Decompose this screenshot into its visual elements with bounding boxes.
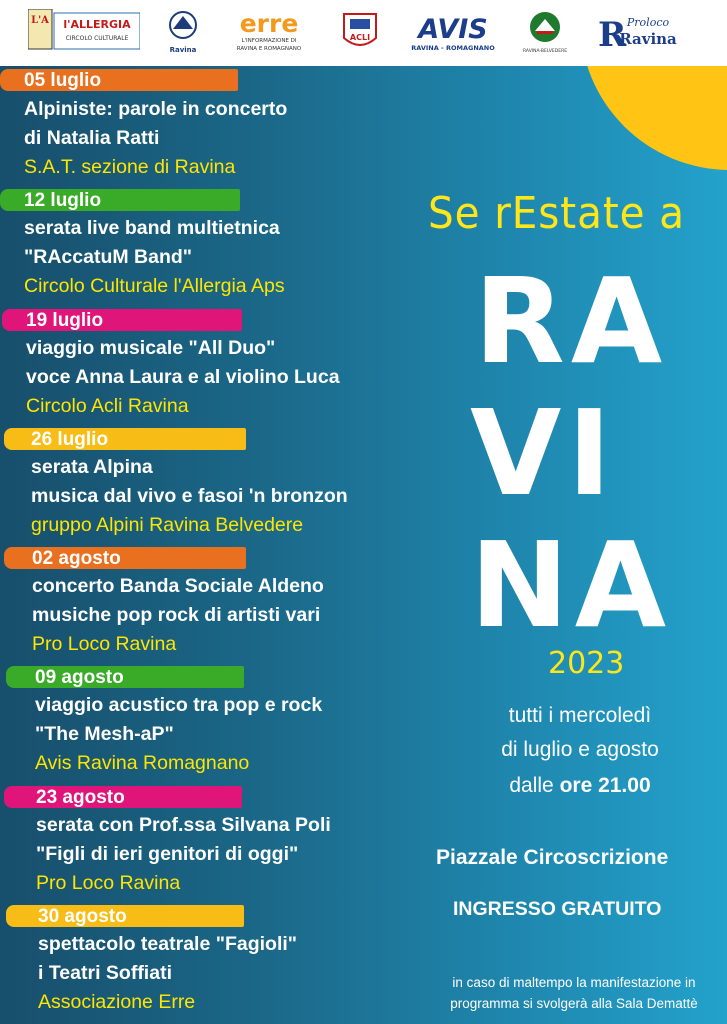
event-date: 05 luglio <box>24 70 102 91</box>
event-date: 09 agosto <box>35 667 124 688</box>
event-organizer: gruppo Alpini Ravina Belvedere <box>31 514 304 536</box>
event-subtitle: musiche pop rock di artisti vari <box>32 604 321 626</box>
schedule-line-1: tutti i mercoledì <box>508 704 652 727</box>
allergia-sub-text: CIRCOLO CULTURALE <box>65 35 129 42</box>
sat-label: Ravina <box>169 46 197 54</box>
sat-logo-icon <box>160 8 206 56</box>
allergia-brand-text: l'ALLERGIA <box>63 18 131 31</box>
schedule-time: ore 21.00 <box>559 774 651 797</box>
acli-logo <box>340 8 380 56</box>
allergia-badge-text: L'A <box>31 15 49 26</box>
event-title: viaggio acustico tra pop e rock <box>35 694 323 716</box>
proloco-logo-icon <box>592 12 686 52</box>
date-band-notch <box>0 69 16 91</box>
date-band-notch <box>4 428 20 450</box>
alpini-logo <box>522 8 568 56</box>
svg-text:R: R <box>598 15 627 52</box>
date-band-notch <box>2 309 18 331</box>
date-band-notch <box>4 786 20 808</box>
event-title: Alpiniste: parole in concerto <box>24 98 288 120</box>
erre-sub1-text: L'INFORMAZIONE DI <box>241 38 297 44</box>
date-band-notch <box>0 189 16 211</box>
sat-logo <box>158 8 208 56</box>
event-organizer: Pro Loco Ravina <box>36 872 181 894</box>
event-subtitle: di Natalia Ratti <box>24 127 160 149</box>
sponsor-logo-bar <box>0 0 727 66</box>
poster-year: 2023 <box>548 646 625 681</box>
schedule-time-prefix: dalle <box>509 774 560 797</box>
erre-sub2-text: RAVINA E ROMAGNANO <box>236 46 302 52</box>
event-title: serata con Prof.ssa Silvana Poli <box>36 814 331 836</box>
avis-brand-text: AVIS <box>418 14 488 45</box>
alpini-logo-icon <box>523 9 567 55</box>
event-date: 12 luglio <box>24 190 102 211</box>
event-title: serata live band multietnica <box>24 217 280 239</box>
event-date: 30 agosto <box>38 906 127 927</box>
title-ra: RA <box>474 252 669 390</box>
proloco-top-text: Proloco <box>626 16 670 29</box>
event-organizer: S.A.T. sezione di Ravina <box>24 156 236 178</box>
event-date: 02 agosto <box>32 548 121 569</box>
event-organizer: Circolo Culturale l'Allergia Aps <box>24 275 285 297</box>
event-organizer: Avis Ravina Romagnano <box>35 752 250 774</box>
event-organizer: Circolo Acli Ravina <box>26 395 189 417</box>
event-subtitle: "The Mesh-aP" <box>35 723 174 745</box>
event-subtitle: i Teatri Soffiati <box>38 962 172 984</box>
weather-note-2: programma si svolgerà alla Sala Demattè <box>450 996 698 1011</box>
avis-sub-text: RAVINA - ROMAGNANO <box>411 44 495 52</box>
proloco-logo <box>592 8 686 56</box>
title-vi: VI <box>470 384 618 522</box>
event-subtitle: "RAccatuM Band" <box>24 246 193 268</box>
event-date: 19 luglio <box>26 310 104 331</box>
event-location: Piazzale Circoscrizione <box>436 846 669 869</box>
event-title: viaggio musicale "All Duo" <box>26 337 276 359</box>
alpini-sub-text: RAVINA-BELVEDERE <box>523 49 567 54</box>
date-band-notch <box>6 666 22 688</box>
poster-subtitle: Se rEstate a <box>428 188 685 239</box>
event-subtitle: musica dal vivo e fasoi 'n bronzon <box>31 485 348 507</box>
allergia-logo <box>28 8 140 56</box>
date-band-notch <box>6 905 22 927</box>
date-band-notch <box>4 547 20 569</box>
event-date: 26 luglio <box>31 429 109 450</box>
event-title: spettacolo teatrale "Fagioli" <box>38 933 298 955</box>
title-na: NA <box>470 516 673 654</box>
erre-logo-icon <box>226 8 312 56</box>
erre-brand-text: erre <box>239 9 299 38</box>
erre-logo <box>226 8 312 56</box>
avis-logo <box>408 8 498 56</box>
acli-label: ACLI <box>349 33 371 42</box>
event-title: concerto Banda Sociale Aldeno <box>32 575 324 597</box>
event-subtitle: "Figli di ieri genitori di oggi" <box>36 843 299 865</box>
event-subtitle: voce Anna Laura e al violino Luca <box>26 366 340 388</box>
event-title: serata Alpina <box>31 456 153 478</box>
event-date: 23 agosto <box>36 787 125 808</box>
event-organizer: Pro Loco Ravina <box>32 633 177 655</box>
event-organizer: Associazione Erre <box>38 991 196 1013</box>
weather-note-1: in caso di maltempo la manifestazione in <box>452 975 696 990</box>
avis-logo-icon <box>408 10 498 54</box>
proloco-bottom-text: Ravina <box>619 30 677 48</box>
allergia-logo-icon <box>28 9 140 55</box>
acli-logo-icon <box>342 12 378 52</box>
schedule-line-3 <box>450 774 710 798</box>
schedule-line-2: di luglio e agosto <box>501 738 659 761</box>
free-entry: INGRESSO GRATUITO <box>453 898 662 920</box>
